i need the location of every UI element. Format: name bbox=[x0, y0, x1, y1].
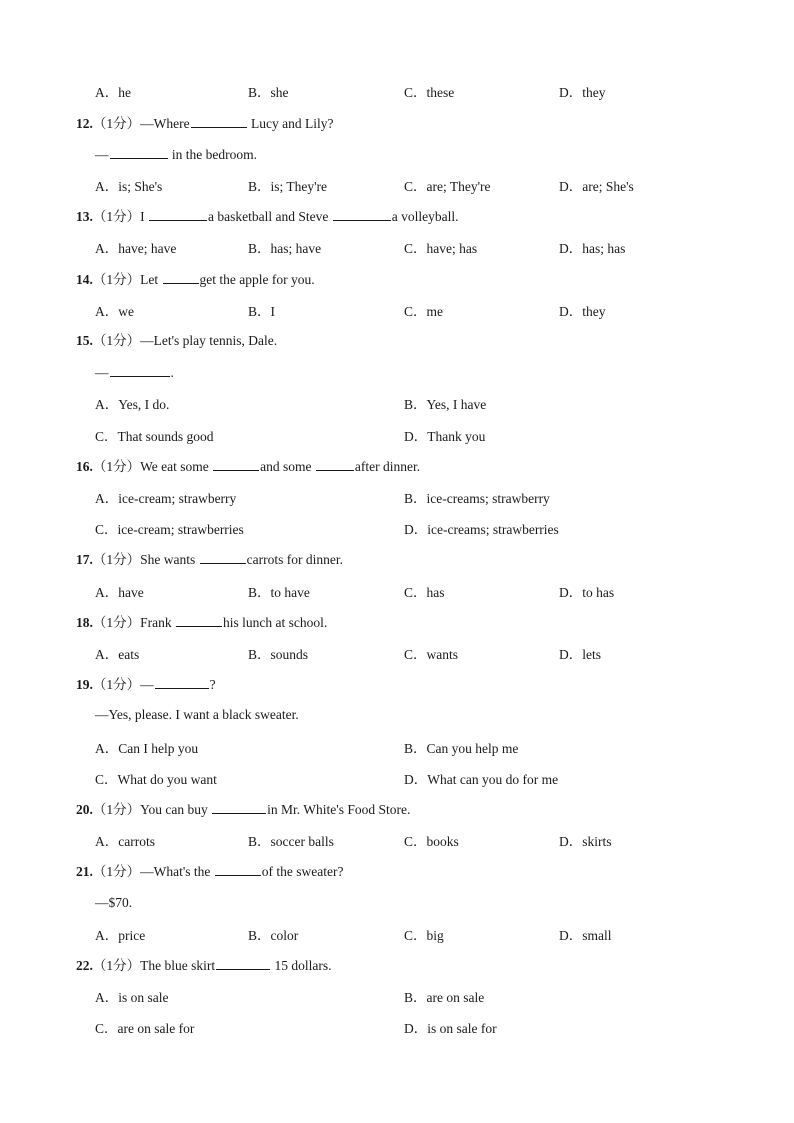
option-d[interactable]: D．skirts bbox=[559, 834, 612, 849]
option-a[interactable]: A．ice-cream; strawberry bbox=[95, 491, 237, 506]
question-21-stem bbox=[76, 861, 344, 881]
score-label: （1分） bbox=[92, 615, 141, 630]
score-label: （1分） bbox=[92, 459, 141, 474]
option-a[interactable]: A．have bbox=[95, 585, 144, 600]
score-label: （1分） bbox=[92, 802, 141, 817]
option-b[interactable]: B．she bbox=[248, 85, 289, 100]
question-number: 19. bbox=[76, 677, 93, 692]
answer-blank[interactable] bbox=[191, 113, 247, 128]
stem-text: after dinner. bbox=[354, 459, 421, 474]
stem-text: You can buy bbox=[140, 802, 212, 817]
option-a[interactable]: A．he bbox=[95, 85, 131, 100]
question-19-stem bbox=[76, 674, 216, 694]
option-b[interactable]: B．ice-creams; strawberry bbox=[404, 491, 550, 506]
question-15-line2 bbox=[95, 362, 174, 382]
option-d[interactable]: D．Thank you bbox=[404, 429, 486, 444]
option-c[interactable]: C．big bbox=[404, 928, 444, 943]
option-a[interactable]: A．is on sale bbox=[95, 990, 169, 1005]
option-b[interactable]: B．has; have bbox=[248, 241, 322, 256]
answer-blank[interactable] bbox=[212, 799, 266, 814]
question-19-line2 bbox=[95, 705, 299, 725]
option-b[interactable]: B．I bbox=[248, 304, 275, 319]
option-a[interactable]: A．Yes, I do. bbox=[95, 397, 170, 412]
option-d[interactable]: D．lets bbox=[559, 647, 601, 662]
stem-text: ? bbox=[209, 677, 216, 692]
option-b[interactable]: B．is; They're bbox=[248, 179, 328, 194]
option-d[interactable]: D．they bbox=[559, 304, 606, 319]
option-c[interactable]: C．has bbox=[404, 585, 445, 600]
stem-text: — bbox=[140, 677, 154, 692]
answer-blank[interactable] bbox=[163, 269, 199, 284]
stem-text: The blue skirt bbox=[140, 958, 216, 973]
option-c[interactable]: C．books bbox=[404, 834, 459, 849]
stem-text: Frank bbox=[140, 615, 175, 630]
option-d[interactable]: D．is on sale for bbox=[404, 1021, 497, 1036]
question-12-line2 bbox=[95, 144, 257, 164]
stem-text: —Yes, please. I want a black sweater. bbox=[95, 707, 299, 722]
score-label: （1分） bbox=[92, 958, 141, 973]
option-c[interactable]: C．are; They're bbox=[404, 179, 491, 194]
option-d[interactable]: D．to has bbox=[559, 585, 615, 600]
stem-text: a basketball and Steve bbox=[208, 209, 332, 224]
stem-text: — bbox=[95, 365, 109, 380]
answer-blank[interactable] bbox=[213, 456, 259, 471]
answer-blank[interactable] bbox=[200, 549, 246, 564]
stem-text: I bbox=[140, 209, 148, 224]
question-12-stem bbox=[76, 113, 333, 133]
question-20-stem bbox=[76, 799, 410, 819]
stem-text: —$70. bbox=[95, 895, 133, 910]
score-label: （1分） bbox=[92, 677, 141, 692]
stem-text: of the sweater? bbox=[261, 864, 344, 879]
option-c[interactable]: C．ice-cream; strawberries bbox=[95, 522, 244, 537]
question-number: 21. bbox=[76, 864, 93, 879]
stem-text: Lucy and Lily? bbox=[247, 116, 334, 131]
stem-text: in Mr. White's Food Store. bbox=[267, 802, 411, 817]
option-a[interactable]: A．carrots bbox=[95, 834, 155, 849]
score-label: （1分） bbox=[92, 333, 141, 348]
question-16-stem bbox=[76, 456, 420, 476]
option-c[interactable]: C．have; has bbox=[404, 241, 478, 256]
question-22-stem bbox=[76, 955, 331, 975]
question-17-stem bbox=[76, 549, 343, 569]
option-a[interactable]: A．have; have bbox=[95, 241, 177, 256]
answer-blank[interactable] bbox=[176, 612, 222, 627]
answer-blank[interactable] bbox=[216, 955, 270, 970]
question-number: 22. bbox=[76, 958, 93, 973]
stem-text: —Where bbox=[140, 116, 190, 131]
option-c[interactable]: C．What do you want bbox=[95, 772, 217, 787]
answer-blank[interactable] bbox=[316, 456, 354, 471]
score-label: （1分） bbox=[92, 552, 141, 567]
option-b[interactable]: B．Can you help me bbox=[404, 741, 519, 756]
question-number: 14. bbox=[76, 272, 93, 287]
answer-blank[interactable] bbox=[155, 674, 209, 689]
question-number: 17. bbox=[76, 552, 93, 567]
stem-text: We eat some bbox=[140, 459, 213, 474]
score-label: （1分） bbox=[92, 116, 141, 131]
option-b[interactable]: B．Yes, I have bbox=[404, 397, 487, 412]
question-15-stem bbox=[76, 331, 277, 351]
option-a[interactable]: A．Can I help you bbox=[95, 741, 199, 756]
stem-text: in the bedroom. bbox=[168, 147, 257, 162]
score-label: （1分） bbox=[92, 272, 141, 287]
question-number: 15. bbox=[76, 333, 93, 348]
question-18-stem bbox=[76, 612, 327, 632]
option-d[interactable]: D．are; She's bbox=[559, 179, 634, 194]
option-b[interactable]: B．to have bbox=[248, 585, 310, 600]
stem-text: She wants bbox=[140, 552, 199, 567]
stem-text: —What's the bbox=[140, 864, 214, 879]
option-d[interactable]: D．small bbox=[559, 928, 612, 943]
question-21-line2 bbox=[95, 893, 132, 913]
option-a[interactable]: A．we bbox=[95, 304, 134, 319]
option-c[interactable]: C．these bbox=[404, 85, 455, 100]
option-a[interactable]: A．price bbox=[95, 928, 146, 943]
option-c[interactable]: C．me bbox=[404, 304, 443, 319]
score-label: （1分） bbox=[92, 209, 141, 224]
option-d[interactable]: D．ice-creams; strawberries bbox=[404, 522, 559, 537]
option-a[interactable]: A．eats bbox=[95, 647, 140, 662]
answer-blank[interactable] bbox=[110, 144, 168, 159]
option-d[interactable]: D．has; has bbox=[559, 241, 626, 256]
option-c[interactable]: C．are on sale for bbox=[95, 1021, 195, 1036]
stem-text: carrots for dinner. bbox=[246, 552, 343, 567]
stem-text: — bbox=[95, 147, 109, 162]
question-number: 20. bbox=[76, 802, 93, 817]
option-d[interactable]: D．they bbox=[559, 85, 606, 100]
answer-blank[interactable] bbox=[333, 206, 391, 221]
option-b[interactable]: B．color bbox=[248, 928, 299, 943]
question-number: 18. bbox=[76, 615, 93, 630]
option-b[interactable]: B．are on sale bbox=[404, 990, 485, 1005]
option-b[interactable]: B．soccer balls bbox=[248, 834, 334, 849]
answer-blank[interactable] bbox=[215, 861, 261, 876]
option-c[interactable]: C．wants bbox=[404, 647, 458, 662]
stem-text: and some bbox=[260, 459, 315, 474]
option-d[interactable]: D．What can you do for me bbox=[404, 772, 559, 787]
question-number: 13. bbox=[76, 209, 93, 224]
stem-text: 15 dollars. bbox=[271, 958, 332, 973]
answer-blank[interactable] bbox=[110, 362, 170, 377]
answer-blank[interactable] bbox=[149, 206, 207, 221]
question-number: 12. bbox=[76, 116, 93, 131]
question-14-stem bbox=[76, 269, 315, 289]
stem-text: a volleyball. bbox=[391, 209, 459, 224]
stem-text: Let bbox=[140, 272, 162, 287]
option-b[interactable]: B．sounds bbox=[248, 647, 309, 662]
stem-text: get the apple for you. bbox=[199, 272, 315, 287]
option-a[interactable]: A．is; She's bbox=[95, 179, 163, 194]
stem-text: . bbox=[170, 365, 174, 380]
score-label: （1分） bbox=[92, 864, 141, 879]
option-c[interactable]: C．That sounds good bbox=[95, 429, 214, 444]
stem-text: his lunch at school. bbox=[223, 615, 328, 630]
stem-text: —Let's play tennis, Dale. bbox=[140, 333, 278, 348]
question-13-stem bbox=[76, 206, 458, 226]
question-number: 16. bbox=[76, 459, 93, 474]
